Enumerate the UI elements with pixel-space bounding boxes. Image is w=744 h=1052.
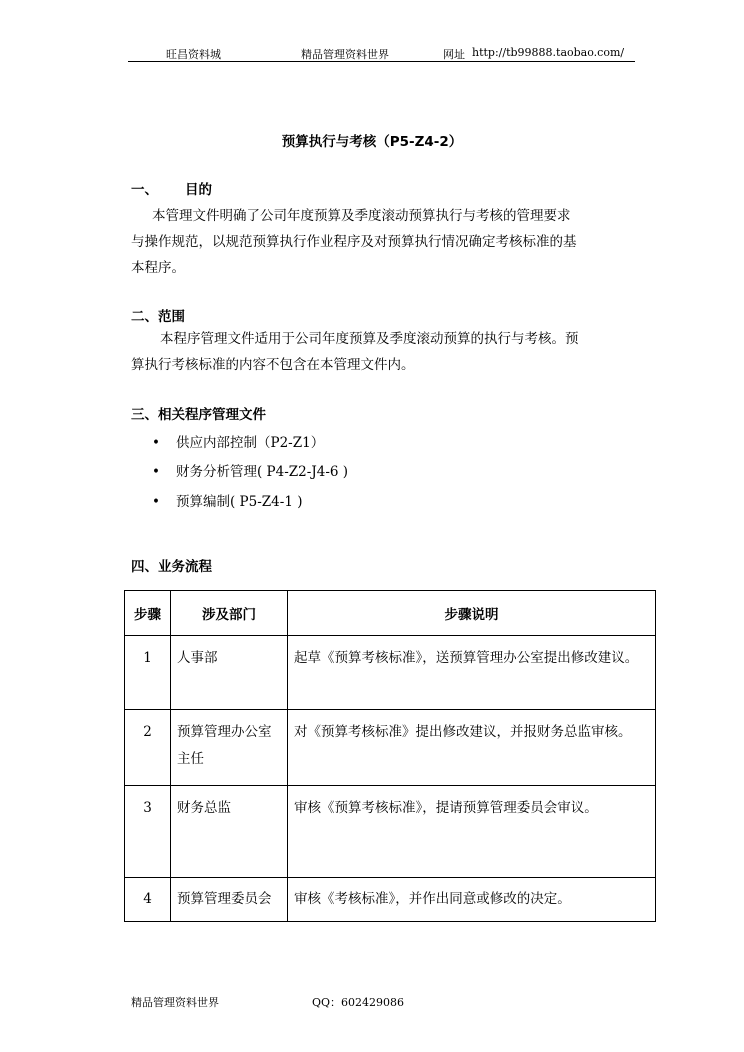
- related-doc-item: [152, 460, 348, 480]
- header-url-label: 网址: [443, 48, 465, 61]
- table-header-row: [125, 591, 656, 636]
- section-1-line: 本程序。: [131, 260, 185, 276]
- step-department: 财务总监: [177, 800, 231, 816]
- related-doc-label: 财务分析管理( P4-Z2-J4-6 ): [176, 464, 349, 480]
- section-4-heading: 四、业务流程: [131, 559, 212, 575]
- section-1-line: 与操作规范，以规范预算执行作业程序及对预算执行情况确定考核标准的基: [131, 234, 577, 250]
- footer-site-name: 精品管理资料世界: [131, 996, 219, 1009]
- section-2-line: 算执行考核标准的内容不包含在本管理文件内。: [131, 357, 415, 373]
- column-header-step: 步骤: [125, 591, 171, 636]
- process-table: [124, 590, 656, 922]
- section-3-heading: 三、相关程序管理文件: [131, 407, 266, 423]
- step-description: 审核《预算考核标准》，提请预算管理委员会审议。: [294, 800, 598, 816]
- step-description: 起草《预算考核标准》，送预算管理办公室提出修改建议。: [294, 650, 639, 666]
- step-description: 审核《考核标准》，并作出同意或修改的决定。: [294, 891, 571, 907]
- header-divider: [128, 61, 635, 62]
- step-description: 对《预算考核标准》提出修改建议，并报财务总监审核。: [294, 724, 632, 740]
- section-1-heading: 目的: [185, 182, 212, 198]
- step-number: 2: [143, 724, 152, 740]
- related-doc-label: 供应内部控制（P2-Z1）: [176, 435, 325, 451]
- header-url-link[interactable]: http://tb99888.taobao.com/: [472, 46, 625, 59]
- column-header-description: 步骤说明: [288, 591, 656, 636]
- section-1-line: 本管理文件明确了公司年度预算及季度滚动预算执行与考核的管理要求: [152, 208, 571, 224]
- step-number: 4: [143, 891, 152, 907]
- document-title: 预算执行与考核（P5-Z4-2）: [281, 134, 463, 150]
- table-row: [125, 636, 656, 710]
- section-1-number: 一、: [131, 182, 158, 198]
- step-department: 预算管理委员会: [177, 891, 272, 907]
- table-row: [125, 710, 656, 786]
- bullet-icon: •: [152, 494, 160, 510]
- related-doc-item: [152, 431, 324, 451]
- section-2-line: 本程序管理文件适用于公司年度预算及季度滚动预算的执行与考核。预: [160, 331, 579, 347]
- table-row: [125, 786, 656, 878]
- related-doc-item: [152, 490, 302, 510]
- table-row: [125, 878, 656, 922]
- header-slogan: 精品管理资料世界: [301, 48, 389, 61]
- section-2-heading: 二、范围: [131, 309, 185, 325]
- header-site-name: 旺昌资料城: [166, 48, 221, 61]
- related-doc-label: 预算编制( P5-Z4-1 ): [176, 494, 303, 510]
- step-number: 3: [143, 800, 152, 816]
- column-header-department: 涉及部门: [171, 591, 288, 636]
- step-number: 1: [143, 650, 152, 666]
- footer-qq: QQ：602429086: [312, 996, 405, 1009]
- bullet-icon: •: [152, 464, 160, 480]
- step-department: 预算管理办公室主任: [177, 724, 272, 767]
- step-department: 人事部: [177, 650, 218, 666]
- bullet-icon: •: [152, 435, 160, 451]
